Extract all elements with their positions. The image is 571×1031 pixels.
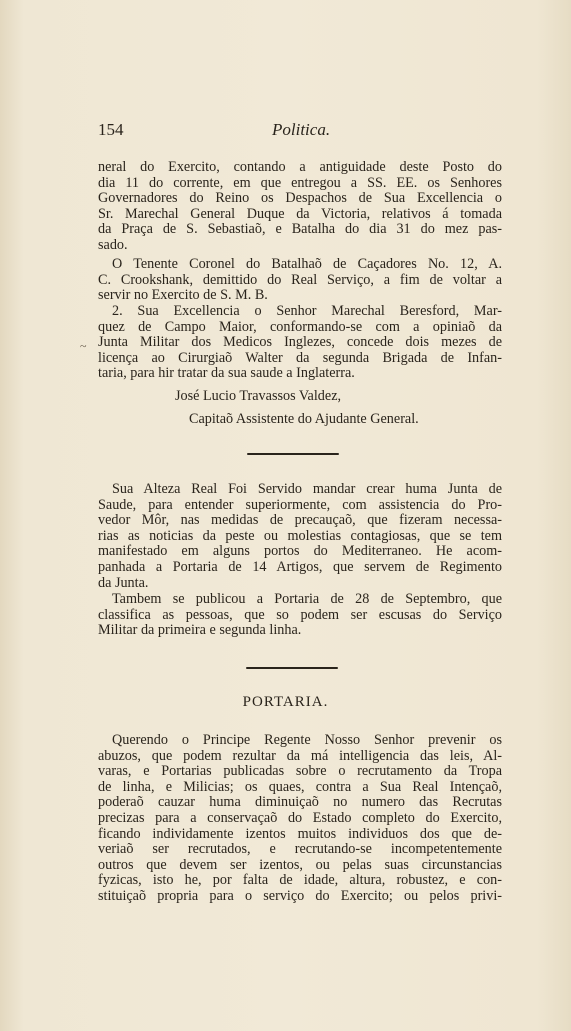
text-line: O Tenente Coronel do Batalhaõ de Caçadores No. 12, A.	[112, 257, 502, 272]
section-heading: PORTARIA.	[242, 694, 329, 710]
section-divider	[246, 666, 338, 670]
text-line: quez de Campo Maior, conformando-se com a opiniaõ da	[98, 319, 502, 335]
paragraph-beresford	[98, 304, 502, 382]
text-line: vedor Môr, nas medidas de precauçaõ, que fizeram necessa-	[98, 513, 502, 529]
text-line: Sr. Marechal General Duque da Victoria, relativos á tomada	[98, 206, 502, 222]
text-line: classifica as pessoas, que so podem ser escusas do Serviço	[98, 607, 502, 623]
text-line: abuzos, que podem rezultar da má intelligencia das leis, Al-	[98, 748, 502, 764]
text-line: taria, para hir tratar da sua saude a Inglaterra.	[98, 366, 355, 382]
text-line: precizas para a conservaçaõ do Estado completo do Exercito,	[98, 810, 502, 826]
paragraph-despachos	[98, 160, 502, 254]
text-line: C. Crookshank, demittido do Real Serviço, a fim de voltar a	[98, 272, 502, 288]
text-line: da Praça de S. Sebastiaõ, e Batalha do dia 31 do mez pas-	[98, 222, 502, 238]
text-line: fyzicas, isto he, por falta de idade, altura, robustez, e con-	[98, 873, 502, 889]
text-line: da Junta.	[98, 575, 149, 591]
page-number: 154	[98, 120, 124, 139]
running-title: Politica.	[272, 120, 331, 139]
margin-mark: ~	[80, 339, 87, 353]
text-line: licença ao Cirurgiaõ Walter da segunda Brigada de Infan-	[98, 350, 502, 366]
text-line: stituiçaõ propria para o serviço do Exercito; ou pelos privi-	[98, 888, 502, 904]
paragraph-crookshank	[98, 257, 502, 304]
page-header	[98, 120, 502, 142]
text-line: manifestado em alguns portos do Mediterraneo. He acom-	[98, 544, 502, 560]
text-line: poderaõ cauzar huma diminuiçaõ no numero das Recrutas	[98, 795, 502, 811]
text-line: Militar da primeira e segunda linha.	[98, 623, 302, 639]
paragraph-junta-saude	[98, 482, 502, 591]
text-line: veriaõ ser recrutados, e recrutando-se incompetentemente	[98, 842, 502, 858]
text-line: Saude, para entender superiormente, com assistencia do Pro-	[98, 497, 502, 513]
text-line: servir no Exercito de S. M. B.	[98, 288, 268, 304]
paragraph-portaria-text	[98, 733, 502, 905]
text-line: dia 11 do corrente, em que entregou a SS. EE. os Senhores	[98, 175, 502, 191]
text-line: outros que devem ser izentos, ou pelas suas circunstancias	[98, 857, 502, 873]
text-line: Junta Militar dos Medicos Inglezes, concede dois mezes de	[98, 335, 502, 351]
paragraph-portaria-28	[98, 592, 502, 639]
section-divider	[247, 452, 339, 456]
signature-name: José Lucio Travassos Valdez,	[175, 388, 342, 404]
text-line: varas, e Portarias publicadas sobre o recrutamento da Tropa	[98, 764, 502, 780]
text-line: Tambem se publicou a Portaria de 28 de Septembro, que	[112, 592, 502, 607]
text-line: sado.	[98, 237, 128, 253]
text-line: Sua Alteza Real Foi Servido mandar crear huma Junta de	[112, 482, 502, 497]
text-line: neral do Exercito, contando a antiguidade deste Posto do	[98, 160, 502, 175]
text-line: 2. Sua Excellencia o Senhor Marechal Beresford, Mar-	[112, 304, 502, 319]
text-line: Governadores do Reino os Despachos de Sua Excellencia o	[98, 191, 502, 207]
text-line: rias as noticias da peste ou molestias contagiosas, que se tem	[98, 528, 502, 544]
signature-title: Capitaõ Assistente do Ajudante General.	[189, 411, 419, 427]
text-line: ficando individamente izentos muitos individuos dos que de-	[98, 826, 502, 842]
text-line: Querendo o Principe Regente Nosso Senhor prevenir os	[112, 733, 502, 748]
text-line: panhada a Portaria de 14 Artigos, que servem de Regimento	[98, 559, 502, 575]
text-line: de linha, e Milicias; os quaes, contra a Sua Real Intençaõ,	[98, 779, 502, 795]
